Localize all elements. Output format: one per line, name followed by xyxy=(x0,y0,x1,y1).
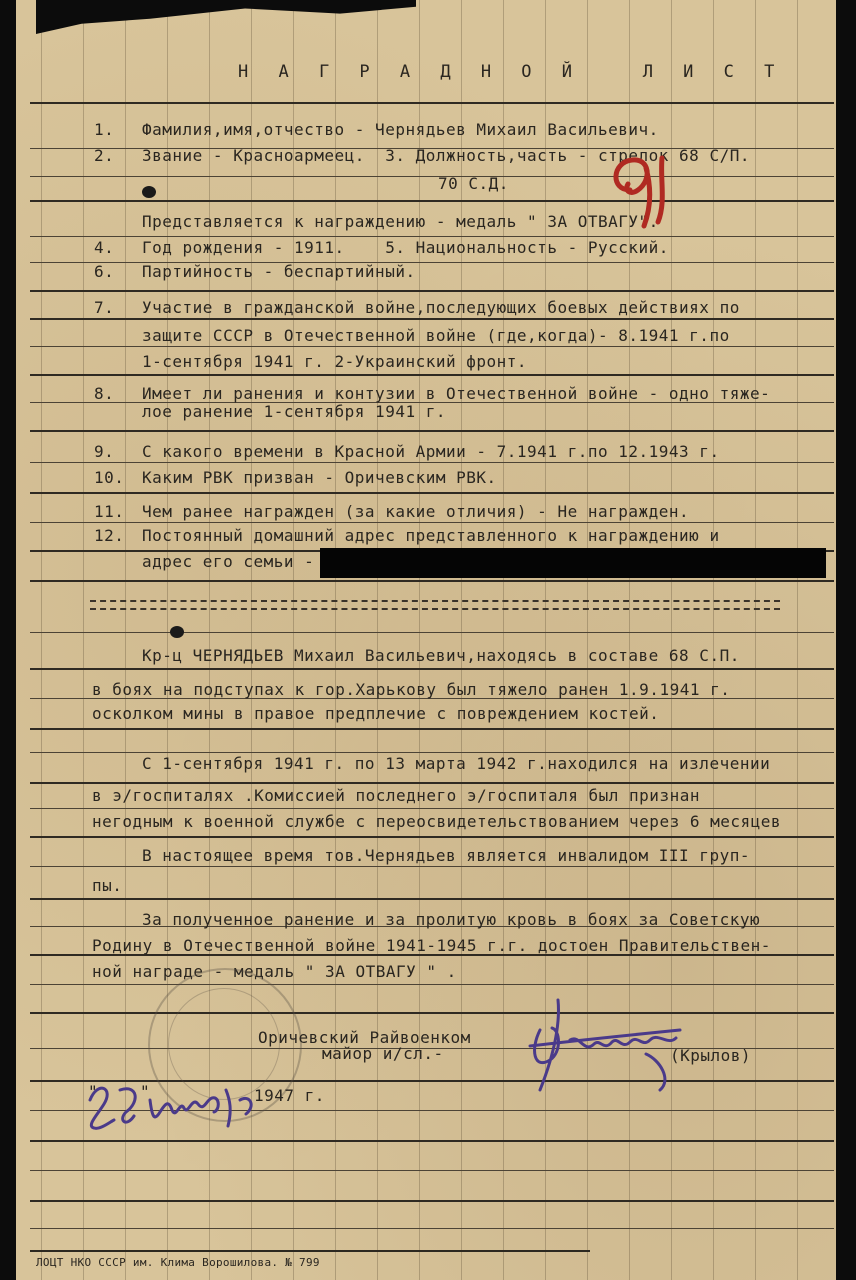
item-party: Партийность - беспартийный. xyxy=(142,262,416,281)
rule xyxy=(30,176,834,177)
rule xyxy=(30,492,834,494)
rule xyxy=(30,200,834,202)
item-number: 7. xyxy=(94,298,115,317)
narrative-line: За полученное ранение и за пролитую кровь в боях за Советскую xyxy=(142,910,761,929)
scan-border-right xyxy=(836,0,856,1280)
narrative-line: негодным к военной службе с переосвидетельствованием через 6 месяцев xyxy=(92,812,782,831)
punch-hole xyxy=(142,186,156,198)
section-separator xyxy=(90,600,780,610)
signatory-office: Оричевский Райвоенком xyxy=(258,1028,471,1047)
narrative-line: Кр-ц ЧЕРНЯДЬЕВ Михаил Васильевич,находясь в составе 68 С.П. xyxy=(142,646,740,665)
signatory-name: (Крылов) xyxy=(670,1046,752,1065)
document-title: Н А Г Р А Д Н О Й Л И С Т xyxy=(238,62,785,82)
item-draft-office: Каким РВК призван - Оричевским РВК. xyxy=(142,468,497,487)
narrative-line: осколком мины в правое предплечие с повреждением костей. xyxy=(92,704,660,723)
rule xyxy=(30,984,834,985)
rule xyxy=(30,374,834,376)
item-birth-nationality: Год рождения - 1911. 5. Национальность - Русский. xyxy=(142,238,669,257)
rule xyxy=(30,836,834,838)
narrative-line: Родину в Отечественной войне 1941-1945 г.г. достоен Правительствен- xyxy=(92,936,771,955)
rule xyxy=(30,1228,834,1229)
narrative-line: в э/госпиталях .Комиссией последнего э/госпиталя был признан xyxy=(92,786,700,805)
narrative-line: В настоящее время тов.Чернядьев является инвалидом III груп- xyxy=(142,846,750,865)
item-number: 11. xyxy=(94,502,125,521)
item-home-address: Постоянный домашний адрес представленного к награждению и xyxy=(142,526,720,545)
date-year: 1947 г. xyxy=(254,1086,325,1105)
redaction-bar xyxy=(320,548,826,578)
item-wounds: Имеет ли ранения и контузии в Отечественной войне - одно тяже- xyxy=(142,384,771,403)
rule xyxy=(30,632,834,633)
rule xyxy=(30,1140,834,1142)
rule xyxy=(30,752,834,753)
rule xyxy=(30,430,834,432)
handwritten-date xyxy=(80,1070,270,1140)
item-number: 2. xyxy=(94,146,115,165)
rule xyxy=(30,346,834,347)
scan-border-left xyxy=(0,0,16,1280)
item-number: 6. xyxy=(94,262,115,281)
item-number: 10. xyxy=(94,468,125,487)
rule xyxy=(30,580,834,582)
narrative-line: пы. xyxy=(92,876,123,895)
rule xyxy=(30,318,834,320)
rule xyxy=(30,866,834,867)
item-previous-awards: Чем ранее награжден (за какие отличия) - Не награжден. xyxy=(142,502,690,521)
footer-rule xyxy=(30,1250,590,1252)
item-participation-cont: 1-сентября 1941 г. 2-Украинский фронт. xyxy=(142,352,528,371)
item-participation: Участие в гражданской войне,последующих боевых действиях по xyxy=(142,298,740,317)
rule xyxy=(30,522,834,523)
rule xyxy=(30,728,834,730)
rule xyxy=(30,462,834,463)
item-rank-position: Звание - Красноармеец. 3. Должность,часть - стрелок 68 С/П. xyxy=(142,146,750,165)
item-number: 9. xyxy=(94,442,115,461)
item-number: 8. xyxy=(94,384,115,403)
rule xyxy=(30,236,834,237)
item-number: 12. xyxy=(94,526,125,545)
date-quote-close: " xyxy=(140,1082,151,1101)
item-service-period: С какого времени в Красной Армии - 7.1941 г.по 12.1943 г. xyxy=(142,442,720,461)
item-number: 1. xyxy=(94,120,115,139)
narrative-line: С 1-сентября 1941 г. по 13 марта 1942 г.находился на излечении xyxy=(142,754,771,773)
printer-imprint: ЛОЦТ НКО СССР им. Клима Ворошилова. № 799 xyxy=(36,1256,320,1269)
item-nomination: Представляется к награждению - медаль " ЗА ОТВАГУ". xyxy=(142,212,659,231)
handwritten-signature xyxy=(500,990,690,1100)
rule xyxy=(30,782,834,784)
rule xyxy=(30,1200,834,1202)
rule xyxy=(30,808,834,809)
rule xyxy=(30,102,834,104)
red-pencil-mark xyxy=(600,150,690,230)
rule xyxy=(30,898,834,900)
rule xyxy=(30,290,834,292)
punch-hole xyxy=(170,626,184,638)
narrative-line: в боях на подступах к гор.Харькову был тяжело ранен 1.9.1941 г. xyxy=(92,680,731,699)
item-division: 70 С.Д. xyxy=(438,174,509,193)
item-family-address: адрес его семьи - xyxy=(142,552,315,571)
rule xyxy=(30,1170,834,1171)
narrative-line: ной награде - медаль " ЗА ОТВАГУ " . xyxy=(92,962,457,981)
item-full-name: Фамилия,имя,отчество - Чернядьев Михаил Васильевич. xyxy=(142,120,659,139)
rule xyxy=(30,1012,834,1014)
rule xyxy=(30,668,834,670)
date-quote-open: " xyxy=(88,1082,99,1101)
item-participation-cont: защите СССР в Отечественной войне (где,когда)- 8.1941 г.по xyxy=(142,326,730,345)
item-wounds-cont: лое ранение 1-сентября 1941 г. xyxy=(142,402,446,421)
item-number: 4. xyxy=(94,238,115,257)
torn-corner xyxy=(36,0,416,34)
signatory-rank: майор и/сл.- xyxy=(322,1044,444,1063)
